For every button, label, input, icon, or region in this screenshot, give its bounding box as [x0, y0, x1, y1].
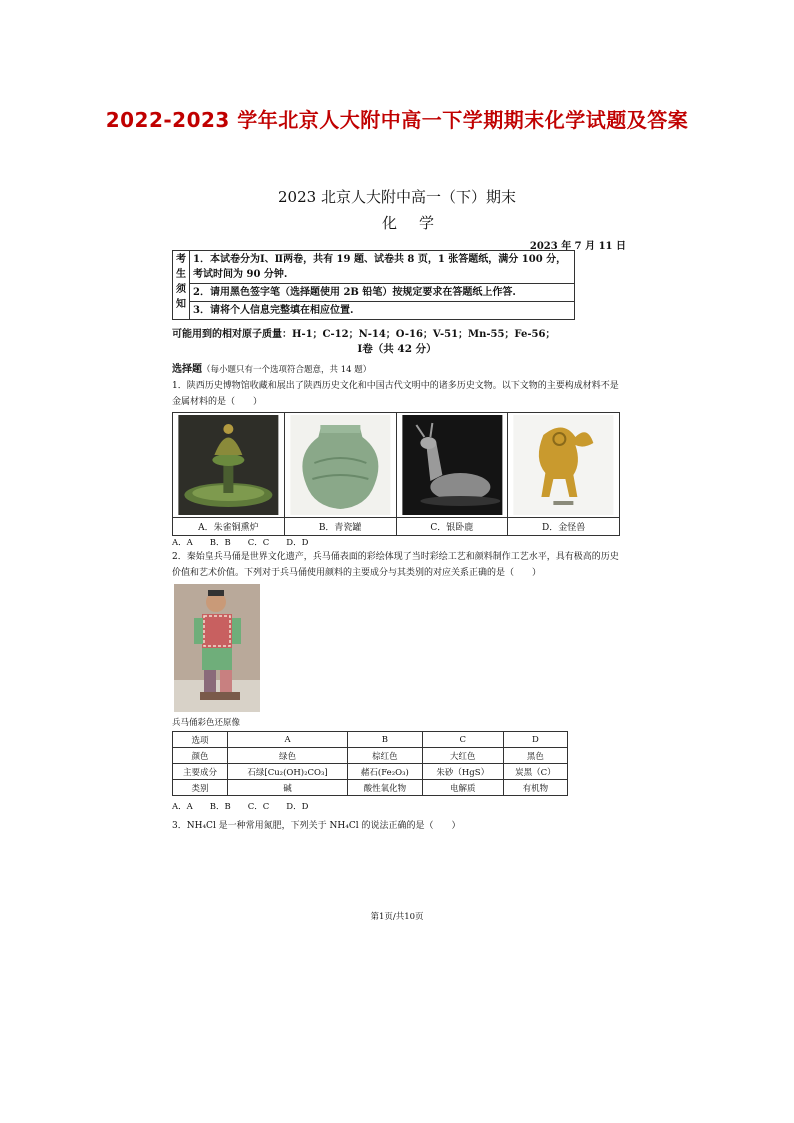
artifact-cell	[396, 413, 508, 518]
notice-side-label	[173, 251, 190, 320]
table-cell: 绿色	[227, 748, 347, 764]
artifact-cell	[284, 413, 396, 518]
table-cell: 石绿[Cu₂(OH)₂CO₃]	[227, 764, 347, 780]
document-title: 2022-2023 学年北京人大附中高一下学期期末化学试题及答案	[105, 108, 689, 132]
question-2-text: 2．秦始皇兵马俑是世界文化遗产，兵马俑表面的彩绘体现了当时彩绘工艺和颜料制作工艺水平，具有极高的历史价值和艺术价值。下列对于兵马俑使用颜料的主要成分与其类别的对应关系正确的是（ ）	[172, 552, 619, 578]
table-cell: B	[348, 732, 422, 748]
notice-item: 1．本试卷分为Ⅰ、Ⅱ两卷，共有 19 题、试卷共 8 页，1 张答题纸，满分 100 分，考试时间为 90 分钟.	[190, 251, 575, 284]
table-cell: 大红色	[422, 748, 503, 764]
pigment-table	[172, 731, 568, 796]
table-row	[173, 780, 568, 796]
table-cell: 类别	[173, 780, 228, 796]
table-cell: 颜色	[173, 748, 228, 764]
table-cell: 朱砂（HgS）	[422, 764, 503, 780]
notice-side-char: 知	[176, 299, 186, 310]
table-cell: A	[227, 732, 347, 748]
table-row	[173, 764, 568, 780]
notice-item: 2．请用黑色签字笔（选择题使用 2B 铅笔）按规定要求在答题纸上作答.	[190, 284, 575, 302]
page-footer: 第1页/共10页	[370, 912, 424, 922]
artifact-cell	[173, 413, 285, 518]
artifact-cell	[508, 413, 620, 518]
artifact-caption-b: B．青瓷罐	[284, 518, 396, 536]
part-heading: Ⅰ卷（共 42 分）	[357, 343, 437, 355]
table-cell: 电解质	[422, 780, 503, 796]
atomic-masses: 可能用到的相对原子质量：H-1；C-12；N-14；O-16；V-51；Mn-55；Fe-56；	[172, 329, 556, 340]
question-1-options: A．A B．B C．C D．D	[172, 538, 309, 548]
table-cell: 炭黑（C）	[503, 764, 567, 780]
question-2-options: A．A B．B C．C D．D	[172, 802, 309, 812]
silver-deer-image	[399, 415, 506, 515]
question-1-text: 1．陕西历史博物馆收藏和展出了陕西历史文化和中国古代文明中的诸多历史文物。以下文物的主要构成材料不是金属材料的是（ ）	[172, 381, 619, 407]
artifact-caption-a: A．朱雀铜熏炉	[173, 518, 285, 536]
notice-item: 3．请将个人信息完整填在相应位置.	[190, 302, 575, 320]
section-note: （每小题只有一个选项符合题意，共 14 题）	[202, 365, 372, 375]
table-row	[173, 732, 568, 748]
exam-date: 2023 年 7 月 11 日	[529, 241, 626, 252]
table-cell: 棕红色	[348, 748, 422, 764]
table-cell: D	[503, 732, 567, 748]
table-row	[173, 748, 568, 764]
subject-title: 化学	[381, 214, 456, 232]
gold-beast-image	[510, 415, 617, 515]
terracotta-warrior-image	[174, 584, 260, 712]
table-cell: 黑色	[503, 748, 567, 764]
artifact-caption-d: D．金怪兽	[508, 518, 620, 536]
section-heading	[172, 360, 371, 375]
exam-title: 2023 北京人大附中高一（下）期末	[278, 188, 516, 206]
table-cell: 赭石(Fe₂O₃)	[348, 764, 422, 780]
celadon-jar-image	[287, 415, 394, 515]
notice-side-char: 生	[176, 269, 186, 280]
table-cell: 主要成分	[173, 764, 228, 780]
table-cell: 酸性氧化物	[348, 780, 422, 796]
warrior-image-caption: 兵马俑彩色还原像	[172, 718, 241, 728]
notice-box	[172, 250, 575, 320]
table-cell: 有机物	[503, 780, 567, 796]
table-cell: C	[422, 732, 503, 748]
notice-side-char: 须	[176, 284, 186, 295]
question-3-text: 3．NH₄Cl 是一种常用氮肥，下列关于 NH₄Cl 的说法正确的是（ ）	[172, 821, 461, 831]
bronze-censer-image	[175, 415, 282, 515]
section-label: 选择题	[172, 364, 202, 375]
table-cell: 选项	[173, 732, 228, 748]
artifact-caption-c: C．银卧鹿	[396, 518, 508, 536]
notice-side-char: 考	[176, 254, 186, 265]
table-cell: 碱	[227, 780, 347, 796]
artifact-image-table	[172, 412, 620, 536]
